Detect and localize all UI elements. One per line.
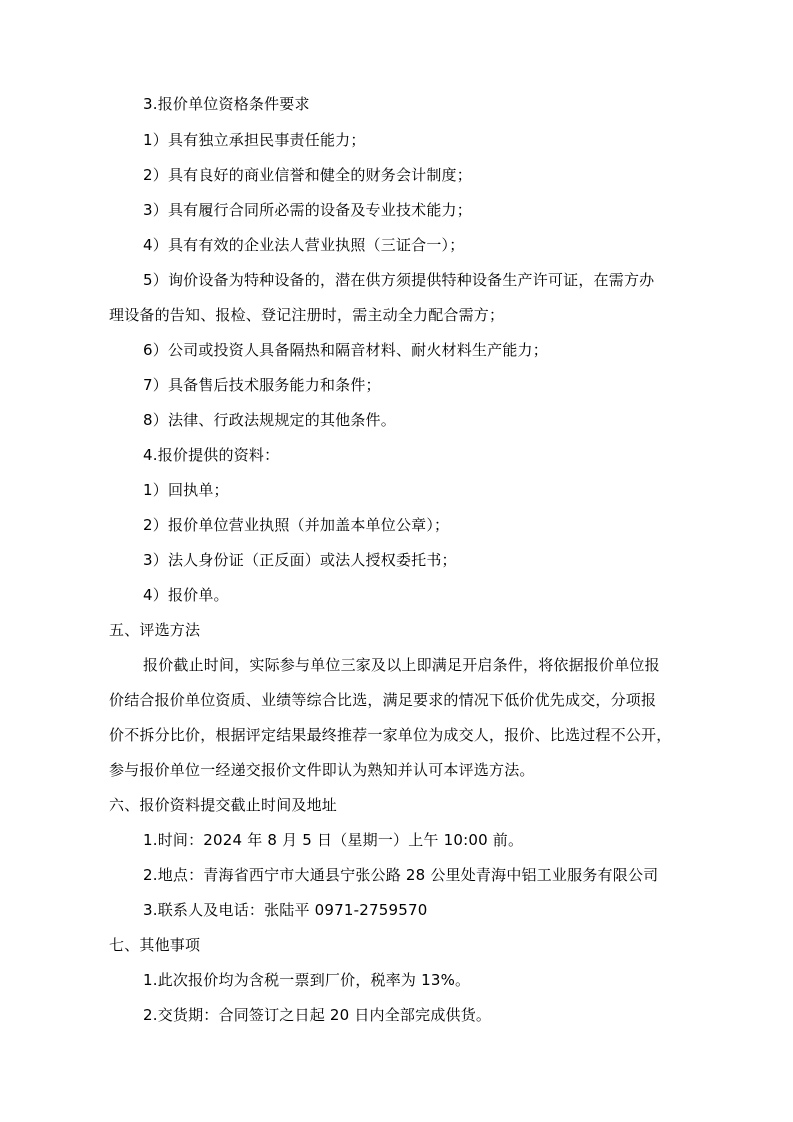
qualification-item-6: 6）公司或投资人具备隔热和隔音材料、耐火材料生产能力； [143, 341, 548, 359]
evaluation-paragraph-line-2: 价结合报价单位资质、业绩等综合比选，满足要求的情况下低价优先成交，分项报 [109, 691, 657, 709]
evaluation-paragraph-line-1: 报价截止时间，实际参与单位三家及以上即满足开启条件，将依据报价单位报 [143, 656, 660, 674]
other-item-1: 1.此次报价均为含税一票到厂价，税率为 13%。 [143, 971, 471, 989]
section-5-heading: 五、评选方法 [109, 621, 201, 639]
qualification-item-7: 7）具备售后技术服务能力和条件； [143, 376, 381, 394]
section-4-materials-heading: 4.报价提供的资料： [143, 446, 280, 464]
qualification-item-8: 8）法律、行政法规规定的其他条件。 [143, 411, 396, 429]
evaluation-paragraph-line-4: 参与报价单位一经递交报价文件即认为熟知并认可本评选方法。 [109, 761, 535, 779]
contact-person-phone: 3.联系人及电话：张陆平 0971-2759570 [143, 901, 428, 919]
section-7-heading: 七、其他事项 [109, 936, 201, 954]
qualification-item-4: 4）具有有效的企业法人营业执照（三证合一）； [143, 236, 465, 254]
materials-item-2: 2）报价单位营业执照（并加盖本单位公章）； [143, 516, 450, 534]
qualification-item-1: 1）具有独立承担民事责任能力； [143, 131, 366, 149]
materials-item-1: 1）回执单； [143, 481, 229, 499]
deadline-address: 2.地点：青海省西宁市大通县宁张公路 28 公里处青海中铝工业服务有限公司 [143, 866, 659, 884]
section-6-heading: 六、报价资料提交截止时间及地址 [109, 796, 338, 814]
qualification-item-3: 3）具有履行合同所必需的设备及专业技术能力； [143, 201, 472, 219]
materials-item-4: 4）报价单。 [143, 586, 229, 604]
qualification-item-2: 2）具有良好的商业信誉和健全的财务会计制度； [143, 166, 472, 184]
deadline-time: 1.时间：2024 年 8 月 5 日（星期一）上午 10:00 前。 [143, 831, 524, 849]
section-3-qualification-heading: 3.报价单位资格条件要求 [143, 95, 310, 113]
qualification-item-5-continued: 理设备的告知、报检、登记注册时，需主动全力配合需方； [109, 306, 505, 324]
other-item-2: 2.交货期：合同签订之日起 20 日内全部完成供货。 [143, 1006, 492, 1024]
materials-item-3: 3）法人身份证（正反面）或法人授权委托书； [143, 551, 457, 569]
qualification-item-5: 5）询价设备为特种设备的，潜在供方须提供特种设备生产许可证，在需方办 [143, 271, 655, 289]
evaluation-paragraph-line-3: 价不拆分比价，根据评定结果最终推荐一家单位为成交人，报价、比选过程不公开， [109, 726, 672, 744]
